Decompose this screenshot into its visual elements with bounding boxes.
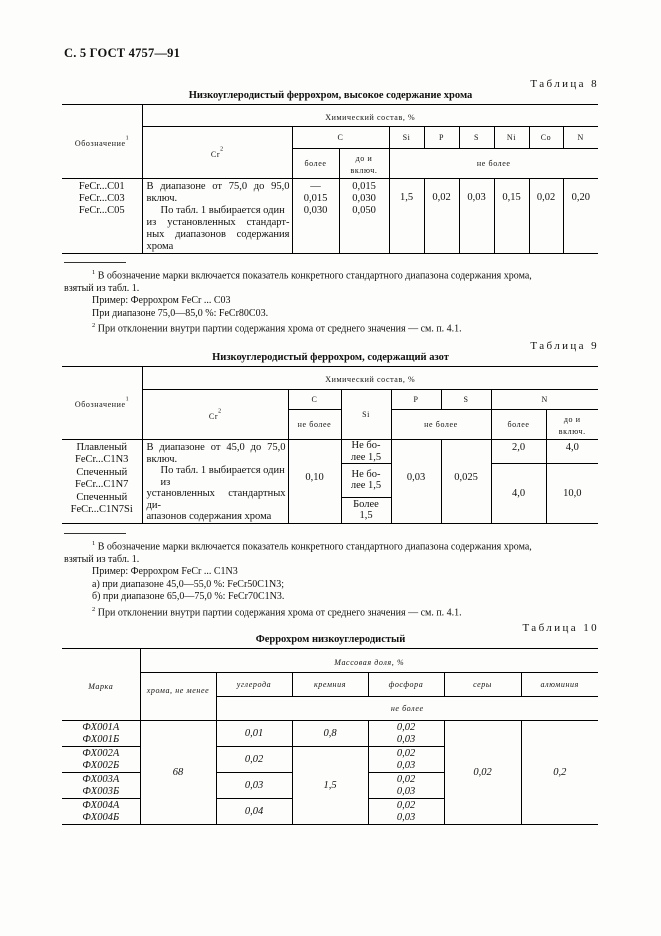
t10-p-header: фосфора (368, 673, 444, 697)
t10-si-header: кремния (292, 673, 368, 697)
t10-si-2: 1,5 (292, 747, 368, 825)
t8-marks (62, 179, 142, 254)
t9-chem-header: Химический состав, % (142, 367, 598, 390)
t8-co-value: 0,02 (529, 179, 563, 254)
t8-cr-text: В диапазоне от 75,0 до 95,0 включ. По табл. 1 выбирается один из установленных стандарт- ных диапазонов содержания хрома (142, 179, 292, 254)
t8-note-1b: взятый из табл. 1. (64, 282, 140, 294)
list-item: Спеченный (76, 492, 128, 503)
t9-si-2: Не бо- лее 1,5 (341, 464, 391, 498)
t8-n-header: N (563, 127, 598, 149)
t9-n-upto-2: 10,0 (546, 464, 598, 524)
t9-cr-text: В диапазоне от 45,0 до 75,0 включ. По табл. 1 выбирается один из установленных стандартных ди- апазонов содержания хрома (142, 440, 288, 524)
t9-note-1: $^1$ В обозначение марки включается показатель конкретного стандартного диапазона содержания хрома, (92, 540, 532, 553)
t10-p-1: 0,02 0,03 (368, 721, 444, 747)
t8-p-value: 0,02 (424, 179, 459, 254)
table-row: ФХ001А ФХ001Б (62, 721, 140, 747)
t8-ni-value: 0,15 (494, 179, 529, 254)
t8-note-1: $^1$ В обозначение марки включается показатель конкретного стандартного диапазона содержания хрома, (92, 269, 532, 282)
t10-si-1: 0,8 (292, 721, 368, 747)
list-item: FeCr...C1N3 (75, 453, 129, 465)
list-item: FeCr...C01 (78, 181, 125, 192)
t10-al-header: алюминия (521, 673, 598, 697)
t9-oboz-header: Обозначение$^1$ (62, 367, 142, 440)
table-8 (62, 104, 598, 254)
table-10-title: Феррохром низкоуглеродистый (255, 634, 406, 645)
t9-n-more-2: 4,0 (491, 464, 546, 524)
t9-n-more-header: более (491, 410, 546, 440)
t10-c-4: 0,04 (216, 799, 292, 825)
t9-c-header: C (288, 390, 341, 410)
t9-n-upto-header: до и включ. (546, 410, 598, 440)
t8-ni-header: Ni (494, 127, 529, 149)
t10-c-3: 0,03 (216, 773, 292, 799)
table-9 (62, 366, 598, 524)
t10-p-4: 0,02 0,03 (368, 799, 444, 825)
t10-marka-header: Марка (62, 649, 140, 721)
table-9-title: Низкоуглеродистый феррохром, содержащий азот (212, 352, 449, 363)
t10-p-2: 0,02 0,03 (368, 747, 444, 773)
t10-s-value: 0,02 (444, 721, 521, 825)
t10-cr-value: 68 (140, 721, 216, 825)
t10-s-header: серы (444, 673, 521, 697)
t8-note-2: $^2$ При отклонении внутри партии содержания хрома от среднего значения — см. п. 4.1. (92, 322, 462, 335)
t8-example-2: При диапазоне 75,0—85,0 %: FeCr80C03. (92, 307, 269, 319)
t9-marks (62, 440, 142, 524)
t9-note-2: $^2$ При отклонении внутри партии содержания хрома от среднего значения — см. п. 4.1. (92, 605, 462, 619)
t9-example-b: б) при диапазоне 65,0—75,0 %: FeCr70C1N3. (92, 591, 285, 603)
t9-example-a: а) при диапазоне 45,0—55,0 %: FeCr50C1N3; (92, 578, 284, 590)
t8-oboz-header: Обозначение$^1$ (62, 105, 142, 179)
table-8-label: Таблица 8 (530, 78, 599, 90)
t8-p-header: P (424, 127, 459, 149)
t8-c-header: C (292, 127, 389, 149)
t9-n-header: N (491, 390, 598, 410)
list-item: FeCr...C1N7Si (70, 503, 133, 515)
t10-cr-header: хрома, не менее (140, 673, 216, 721)
t9-n-more-1: 2,0 (491, 440, 546, 464)
list-item: Плавленый (76, 442, 127, 453)
t8-c-more-header: более (292, 149, 339, 179)
table-9-label: Таблица 9 (530, 340, 599, 352)
t9-s-value: 0,025 (441, 440, 491, 524)
t8-s-header: S (459, 127, 494, 149)
page-header: С. 5 ГОСТ 4757—91 (64, 46, 181, 60)
t8-chem-header: Химический состав, % (142, 105, 598, 127)
t9-p-value: 0,03 (391, 440, 441, 524)
t8-example-1: Пример: Феррохром FeCr ... C03 (92, 295, 231, 307)
t8-co-header: Co (529, 127, 563, 149)
t8-c-upto: 0,015 0,030 0,050 (339, 179, 389, 254)
table-8-title: Низкоуглеродистый феррохром, высокое содержание хрома (188, 90, 473, 101)
table-10 (62, 648, 598, 825)
t9-si-1: Не бо- лее 1,5 (341, 440, 391, 464)
t9-c-ne-bolee: не более (288, 410, 341, 440)
t9-n-upto-1: 4,0 (546, 440, 598, 464)
t8-si-header: Si (389, 127, 424, 149)
t8-s-value: 0,03 (459, 179, 494, 254)
t9-ps-ne-bolee: не более (391, 410, 491, 440)
list-item: FeCr...C1N7 (75, 478, 129, 490)
t10-ne-bolee: не более (216, 697, 598, 721)
t9-si-header: Si (341, 390, 391, 440)
t9-c-value: 0,10 (288, 440, 341, 524)
table-9-notes (64, 533, 600, 620)
t9-example-1: Пример: Феррохром FeCr ... C1N3 (92, 566, 238, 578)
t8-ne-bolee: не более (389, 149, 598, 179)
table-row: ФХ004А ФХ004Б (62, 799, 140, 825)
t8-c-upto-header: до и включ. (339, 149, 389, 179)
t10-p-3: 0,02 0,03 (368, 773, 444, 799)
table-row: ФХ002А ФХ002Б (62, 747, 140, 773)
t10-c-1: 0,01 (216, 721, 292, 747)
t10-c-2: 0,02 (216, 747, 292, 773)
table-10-label: Таблица 10 (522, 622, 599, 634)
list-item: Спеченный (76, 467, 128, 478)
footnote-rule (64, 533, 126, 534)
table-8-notes (64, 262, 600, 336)
list-item: FeCr...C03 (78, 193, 125, 204)
table-row: ФХ003А ФХ003Б (62, 773, 140, 799)
t10-c-header: углерода (216, 673, 292, 697)
t9-cr-header: Cr$^2$ (142, 390, 288, 440)
t10-al-value: 0,2 (521, 721, 598, 825)
t9-s-header: S (441, 390, 491, 410)
t8-n-value: 0,20 (563, 179, 598, 254)
t10-mass-header: Массовая доля, % (140, 649, 598, 673)
t8-c-more: — 0,015 0,030 (292, 179, 339, 254)
t9-p-header: P (391, 390, 441, 410)
t9-note-1b: взятый из табл. 1. (64, 553, 140, 565)
t9-si-3: Более 1,5 (341, 497, 391, 523)
list-item: FeCr...C05 (78, 205, 125, 216)
t8-cr-header: Cr$^2$ (142, 127, 292, 179)
footnote-rule (64, 262, 126, 263)
t8-si-value: 1,5 (389, 179, 424, 254)
